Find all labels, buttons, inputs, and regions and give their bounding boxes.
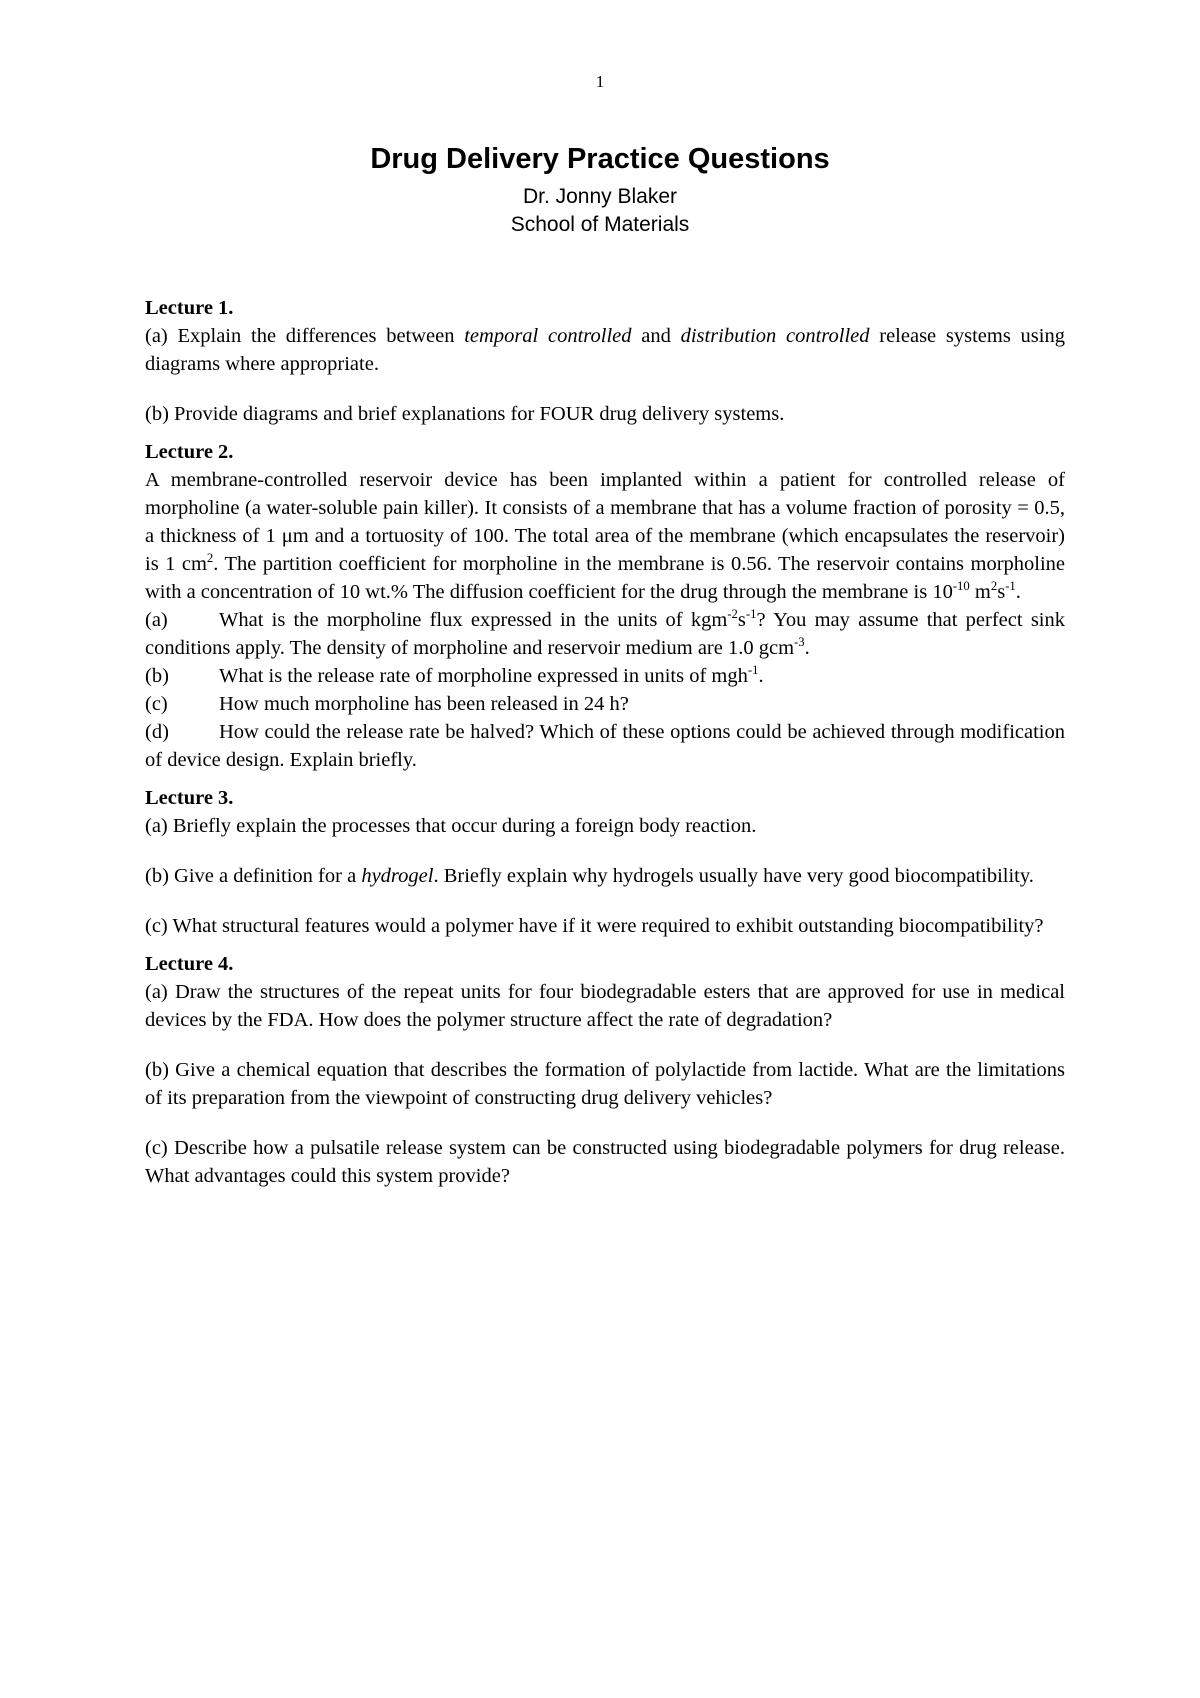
lecture-1-question-a: (a) Explain the differences between temporal controlled and distribution controlled release systems using diagrams where appropriate.	[145, 325, 1065, 375]
lecture-2-question-b: (b) What is the release rate of morpholine expressed in units of mgh$^{-1}$.	[145, 663, 764, 687]
lecture-4-question-b: (b) Give a chemical equation that describes the formation of polylactide from lactide. What are the limitations of its preparation from the viewpoint of constructing drug delivery vehicles?	[145, 1059, 1065, 1109]
lecture-1-question-b: (b) Provide diagrams and brief explanations for FOUR drug delivery systems.	[145, 403, 785, 425]
lecture-3-heading: Lecture 3.	[145, 787, 234, 809]
lecture-2-question-d: (d) How could the release rate be halved? Which of these options could be achieved through modification of device design. Explain briefly.	[145, 721, 1065, 771]
lecture-1-heading: Lecture 1.	[145, 297, 234, 319]
questions-body	[145, 294, 1065, 1190]
lecture-3-question-c: (c) What structural features would a polymer have if it were required to exhibit outstanding biocompatibility?	[145, 915, 1044, 937]
lecture-3-question-b: (b) Give a definition for a hydrogel. Briefly explain why hydrogels usually have very good biocompatibility.	[145, 865, 1034, 887]
lecture-2-intro: A membrane-controlled reservoir device has been implanted within a patient for controlled release of morpholine (a water-soluble pain killer). It consists of a membrane that has a volume fraction of porosity = 0.5, a thickness of 1 μm and a tortuosity of 100. The total area of the membrane (which encapsulates the reservoir) is 1 $cm^2$. The partition coefficient for morpholine in the membrane is 0.56. The reservoir contains morpholine with a concentration of 10 wt.% The diffusion coefficient for the drug through the membrane is $10^{-10}$ $m^2s^{-1}$.	[145, 469, 1066, 603]
document-title: Drug Delivery Practice Questions	[370, 143, 830, 175]
lecture-3-question-a: (a) Briefly explain the processes that occur during a foreign body reaction.	[145, 815, 757, 837]
lecture-4-question-a: (a) Draw the structures of the repeat units for four biodegradable esters that are approved for use in medical devices by the FDA. How does the polymer structure affect the rate of degradation?	[145, 981, 1065, 1031]
lecture-4-heading: Lecture 4.	[145, 953, 234, 975]
lecture-2-heading: Lecture 2.	[145, 441, 234, 463]
school-name: School of Materials	[510, 213, 690, 236]
page-number: 1	[595, 72, 605, 91]
lecture-4-question-c: (c) Describe how a pulsatile release system can be constructed using biodegradable polymers for drug release. What advantages could this system provide?	[145, 1137, 1065, 1187]
author-name: Dr. Jonny Blaker	[522, 185, 678, 208]
lecture-2-question-a: (a) What is the morpholine flux expressed in the units of $kgm^{-2}s^{-1}$? You may assume that perfect sink conditions apply. The density of morpholine and reservoir medium are 1.0 gcm$^{-3}$.	[145, 607, 1065, 659]
lecture-2-question-c: (c) How much morpholine has been released in 24 h?	[145, 693, 629, 715]
